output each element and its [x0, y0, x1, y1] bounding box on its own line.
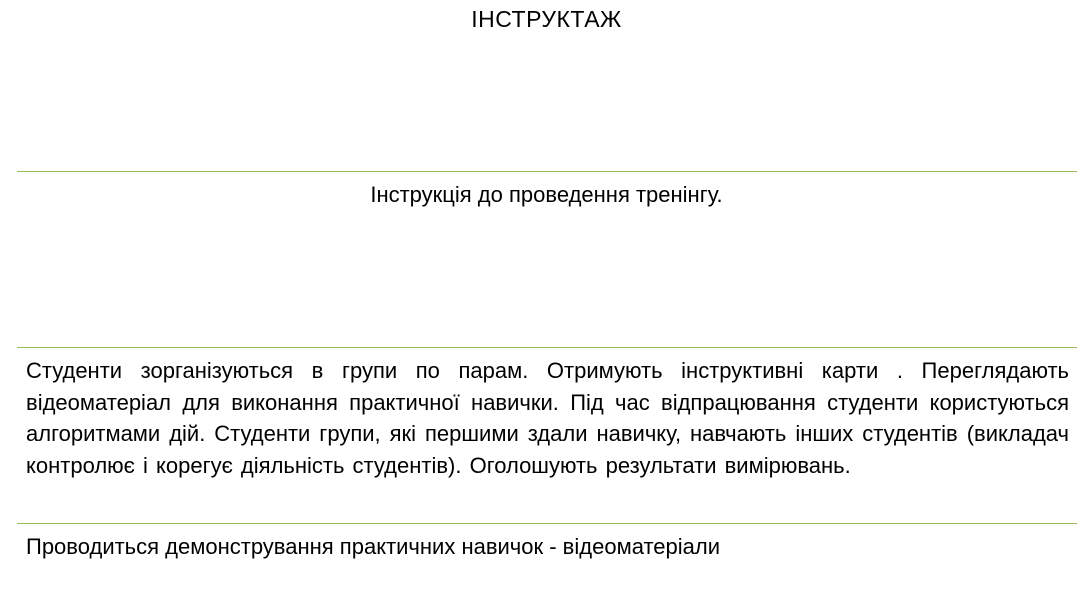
demonstration-note: Проводиться демонстрування практичних навичок - відеоматеріали — [26, 534, 720, 559]
document-subtitle: Інструкція до проведення тренінгу. — [370, 182, 723, 207]
document-title: ІНСТРУКТАЖ — [471, 6, 622, 32]
divider-line — [17, 347, 1077, 348]
divider-line — [17, 171, 1077, 172]
divider-line — [17, 523, 1077, 524]
instruction-paragraph: Студенти зорганізуються в групи по парам. Отримують інструктивні карти . Переглядають відеоматеріал для виконання практичної навички. Під час відпрацювання студенти користуються алгоритмами дій. Студенти групи, які першими здали навичку, навчають інших студентів (викладач контролює і корегує діяльність студентів). Оголошують результати вимірювань. — [26, 358, 1069, 478]
